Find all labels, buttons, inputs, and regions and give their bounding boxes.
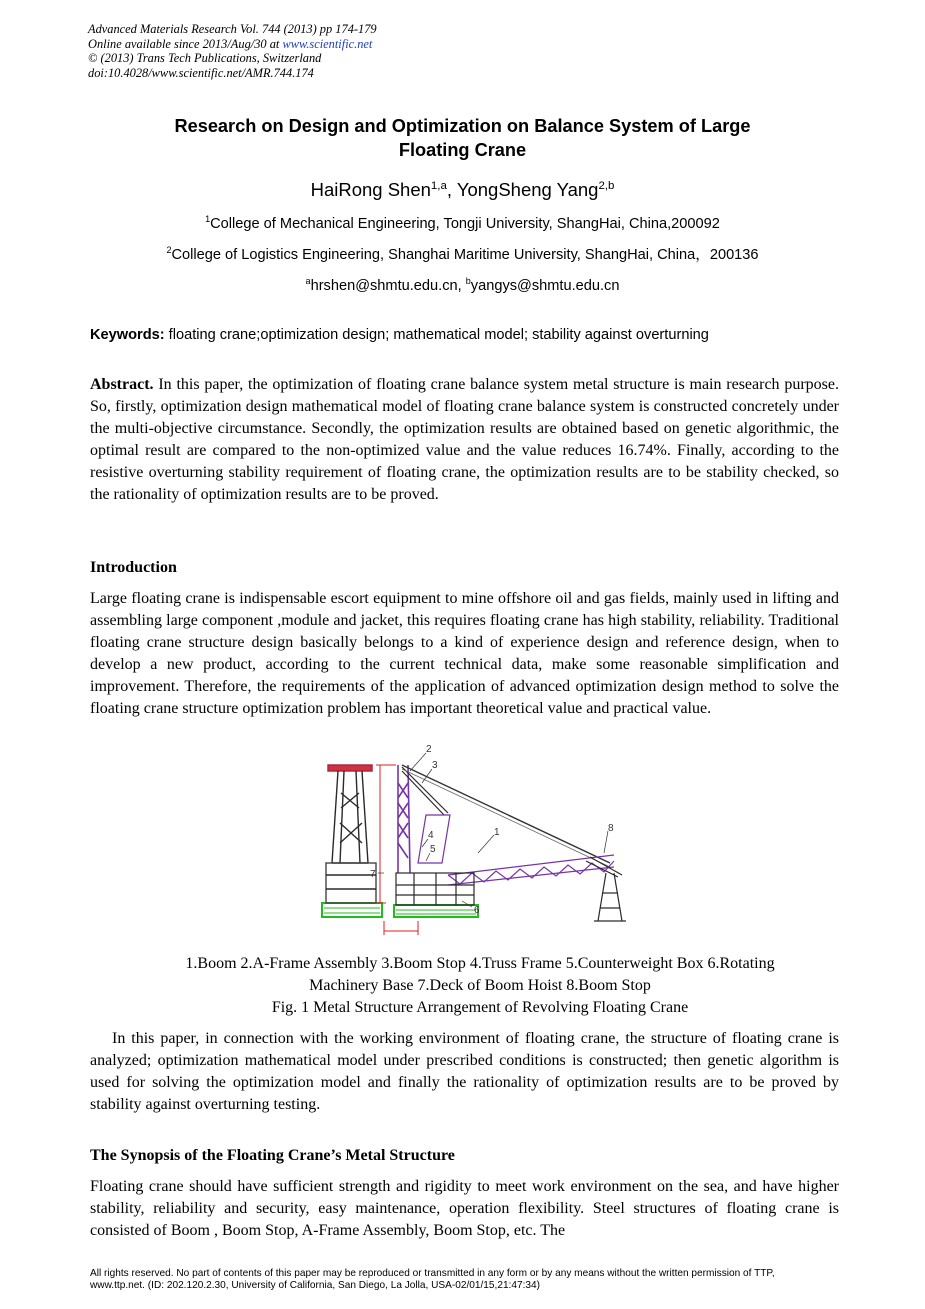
introduction-body: Large floating crane is indispensable escort equipment to mine offshore oil and gas fields, mainly used in lifting and assembling large component ,module and jacket, this requires floating crane has high stability, reliability. Traditional floating crane structure design basically belongs to a kind of experience design and reference design, when to develop a new product, according to the current technical data, make some reasonable simplification and improvement. Therefore, the requirements of the application of advanced optimization design method to solve the floating crane structure optimization problem has important theoretical value and practical value.	[90, 590, 839, 717]
online-date: Online available since 2013/Aug/30 at www.scientific.net	[88, 36, 373, 51]
paragraph-2: In this paper, in connection with the working environment of floating crane, the structure of floating crane is analyzed; optimization mathematical model under prescribed conditions is constructed; then genetic algorithm is used for solving the optimization model and finally the rationality of optimization results are to be proved by stability against overturning testing.	[90, 1030, 839, 1113]
legend-line-2: Machinery Base 7.Deck of Boom Hoist 8.Boom Stop	[309, 977, 651, 994]
left-tower	[326, 765, 376, 903]
legend-line-1: 1.Boom 2.A-Frame Assembly 3.Boom Stop 4.Truss Frame 5.Counterweight Box 6.Rotating	[185, 955, 775, 972]
doi-line: doi:10.4028/www.scientific.net/AMR.744.174	[88, 65, 314, 80]
abstract: Abstract. In this paper, the optimization of floating crane balance system metal structure is main research purpose. So, firstly, optimization design mathematical model of floating crane balance system is constructed concretely under the multi-objective circumstance. Secondly, the optimization results are obtained based on genetic algorithmic, the optimal result are compared to the non-optimized value and the value reduces 16.74%. Finally, according to the resistive overturning stability requirement of floating crane, the optimization results are to be stability checked, so the rationality of optimization results are to be proved.	[90, 376, 839, 503]
callout-leaders	[378, 753, 608, 907]
affiliation-2: $^2$College of Logistics Engineering, Shanghai Maritime University, ShangHai, China，200136	[166, 245, 759, 263]
paper-title: Research on Design and Optimization on Balance System of Large Floating Crane	[174, 116, 751, 160]
crane-figure	[318, 743, 638, 946]
copyright-line: © (2013) Trans Tech Publications, Switzerland	[88, 51, 322, 66]
crane-drawing	[318, 743, 638, 946]
callout-7: 7	[370, 869, 376, 880]
hull-right	[394, 905, 478, 917]
figure-caption: Fig. 1 Metal Structure Arrangement of Revolving Floating Crane	[271, 999, 689, 1016]
callout-5: 5	[430, 844, 436, 855]
rotating-base	[396, 873, 474, 905]
synopsis-heading: The Synopsis of the Floating Crane’s Metal Structure	[90, 1147, 455, 1164]
callout-6: 6	[474, 905, 480, 916]
scientific-net-link[interactable]: www.scientific.net	[282, 36, 373, 51]
callout-8: 8	[608, 823, 614, 834]
introduction-heading: Introduction	[90, 559, 177, 576]
author-list: HaiRong Shen$^{1,a}$, YongSheng Yang$^{2,b}$	[310, 179, 615, 200]
keywords: Keywords: floating crane;optimization design; mathematical model; stability against overturning	[90, 327, 709, 343]
author-1: HaiRong Shen	[310, 179, 431, 200]
callout-4: 4	[428, 830, 434, 841]
callout-2: 2	[426, 744, 432, 755]
journal-citation: Advanced Materials Research Vol. 744 (2013) pp 174-179	[88, 22, 377, 36]
synopsis-body: Floating crane should have sufficient strength and rigidity to meet work environment on the sea, and have higher stability, reliability and security, easy maintenance, operation flexibility. Steel structures of floating crane is consisted of Boom , Boom Stop, A-Frame Assembly, Boom Stop, etc. The	[90, 1178, 839, 1239]
author-2: YongSheng Yang	[456, 179, 599, 200]
abstract-label: Abstract.	[90, 376, 154, 393]
figure-legend	[90, 953, 870, 1019]
affiliation-1: $^1$College of Mechanical Engineering, Tongji University, ShangHai, China,200092	[205, 214, 720, 232]
hull-left	[322, 903, 382, 917]
callout-3: 3	[432, 760, 438, 771]
footer-rights: All rights reserved. No part of contents of this paper may be reproduced or transmitted in any form or by any means without the written permission of TTP,	[90, 1268, 775, 1279]
author-emails: $^a$hrshen@shmtu.edu.cn, $^b$yangys@shmtu.edu.cn	[305, 276, 620, 294]
callout-1: 1	[494, 827, 500, 838]
a-frame-mast	[398, 765, 410, 873]
footer-access-info: www.ttp.net. (ID: 202.120.2.30, University of California, San Diego, La Jolla, USA-02/01/15,21:47:34)	[90, 1280, 540, 1291]
boom-rest-support	[594, 873, 626, 921]
journal-header	[88, 22, 377, 80]
page-footer	[90, 1268, 850, 1292]
